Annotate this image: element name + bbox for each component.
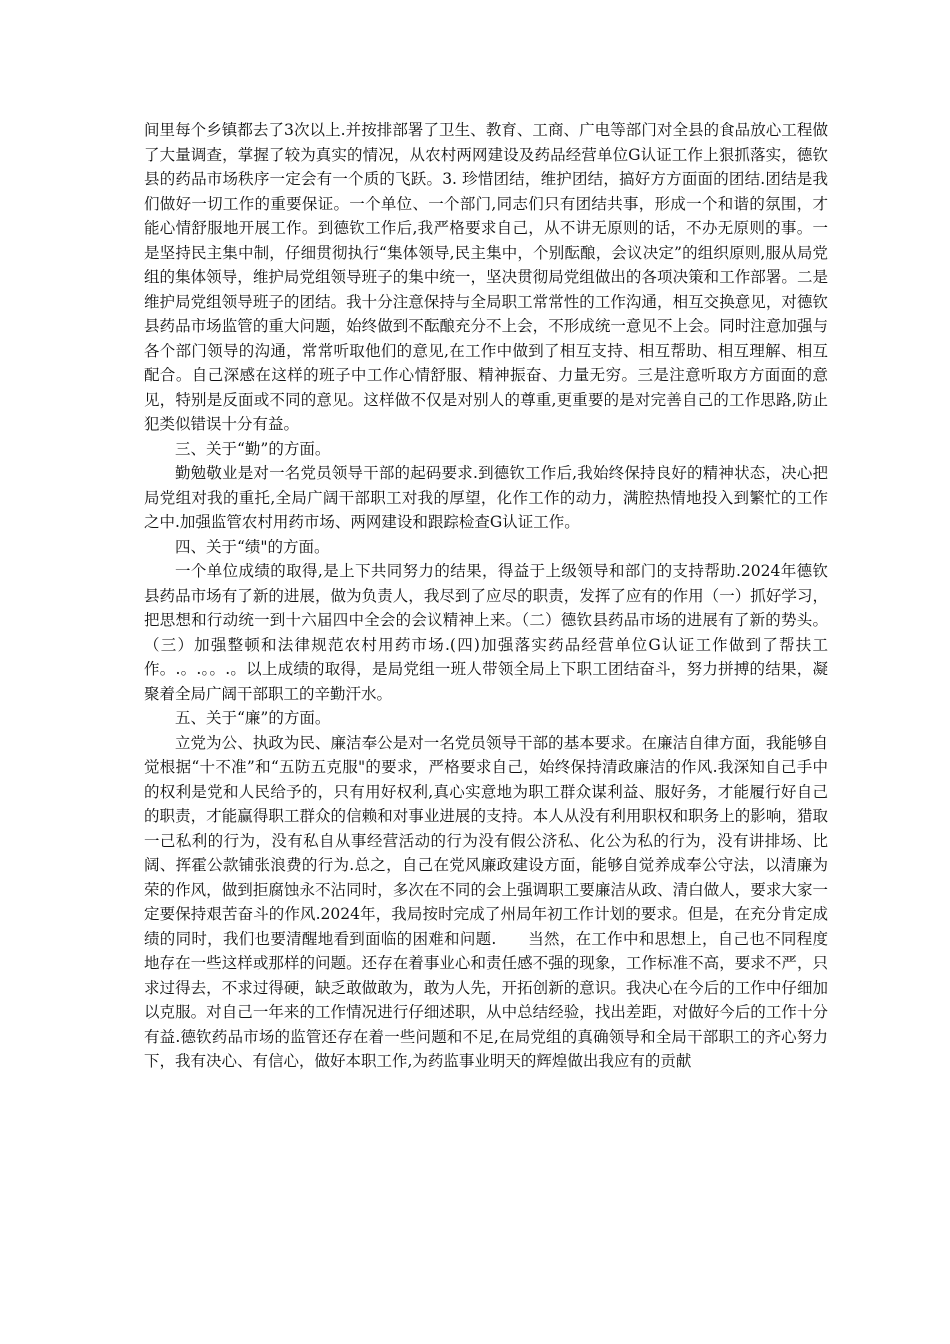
heading-achievements: 四、关于“绩"的方面。: [175, 537, 330, 556]
heading-integrity: 五、关于“廉”的方面。: [175, 709, 331, 727]
paragraph-integrity: 立党为公、执政为民、廉洁奉公是对一名党员领导干部的基本要求。在廉洁自律方面，我能够自觉根据“十不准”和“五防五克服"的要求，严格要求自己，始终保持清政廉洁的作风.我深知自己手中的权利是党和人民给予的，只有用好权利,真心实意地为职工群众谋利益、服好务，才能履行好自己的职责，才能赢得职工群众的信赖和对事业进展的支持。本人从没有利用职权和职务上的影响，猎取一己私利的行为，没有私自从事经营活动的行为没有假公济私、化公为私的行为，没有讲排场、比阔、挥霍公款铺张浪费的行为.总之，自己在党风廉政建设方面，能够自觉养成奉公守法，以清廉为荣的作风，做到拒腐蚀永不沾同时，多次在不同的会上强调职工要廉洁从政、清白做人，要求大家一定要保持艰苦奋斗的作风.2024年，我局按时完成了州局年初工作计划的要求。但是，在充分肯定成绩的同时，我们也要清醒地看到面临的困难和问题. 当然，在工作中和思想上，自己也不同程度地存在一些这样或那样的问题。还存在着事业心和责任感不强的现象，工作标准不高，要求不严，只求过得去，不求过得硬，缺乏敢做敢为，敢为人先，开拓创新的意识。我决心在今后的工作中仔细加以克服。对自己一年来的工作情况进行仔细述职，从中总结经验，找出差距，对做好今后的工作十分有益.德钦药品市场的监管还存在着一些问题和不足,在局党组的真确领导和全局干部职工的齐心努力下，我有决心、有信心，做好本职工作,为药监事业明天的辉煌做出我应有的贡献: [144, 733, 828, 1070]
paragraph-achievements: 一个单位成绩的取得,是上下共同努力的结果，得益于上级领导和部门的支持帮助.2024年德钦县药品市场有了新的进展，做为负责人，我尽到了应尽的职责，发挥了应有的作用（一）抓好学习，把思想和行动统一到十六届四中全会的会议精神上来。（二）德钦县药品市场的进展有了新的势头。（三）加强整顿和法律规范农村用药市场.(四)加强落实药品经营单位G认证工作做到了帮扶工作。.。.。。.。以上成绩的取得，是局党组一班人带领全局上下职工团结奋斗，努力拼搏的结果，凝聚着全局广阔干部职工的辛勤汗水。: [144, 562, 828, 703]
document-page: [144, 118, 828, 1074]
heading-diligence: 三、关于“勤”的方面。: [175, 439, 331, 458]
paragraph-diligence: 勤勉敬业是对一名党员领导干部的起码要求.到德钦工作后,我始终保持良好的精神状态，决心把局党组对我的重托,全局广阔干部职工对我的厚望，化作工作的动力，满腔热情地投入到繁忙的工作之中.加强监管农村用药市场、两网建设和跟踪检查G认证工作。: [144, 464, 828, 531]
paragraph-unity: 间里每个乡镇都去了3次以上.并按排部署了卫生、教育、工商、广电等部门对全县的食品放心工程做了大量调查，掌握了较为真实的情况，从农村两网建设及药品经营单位G认证工作上狠抓落实，德钦县的药品市场秩序一定会有一个质的飞跃。3. 珍惜团结，维护团结，搞好方方面面的团结.团结是我们做好一切工作的重要保证。一个单位、一个部门,同志们只有团结共事，形成一个和谐的氛围，才能心情舒服地开展工作。到德钦工作后,我严格要求自己，从不讲无原则的话，不办无原则的事。一是坚持民主集中制，仔细贯彻执行“集体领导,民主集中，个别酝酿，会议决定”的组织原则,服从局党组的集体领导，维护局党组领导班子的集中统一，坚决贯彻局党组做出的各项决策和工作部署。二是维护局党组领导班子的团结。我十分注意保持与全局职工常常性的工作沟通，相互交换意见，对德钦县药品市场监管的重大问题，始终做到不酝酿充分不上会，不形成统一意见不上会。同时注意加强与各个部门领导的沟通，常常听取他们的意见,在工作中做到了相互支持、相互帮助、相互理解、相互配合。自己深感在这样的班子中工作心情舒服、精神振奋、力量无穷。三是注意听取方方面面的意见，特别是反面或不同的意见。这样做不仅是对别人的尊重,更重要的是对完善自己的工作思路,防止犯类似错误十分有益。: [144, 121, 828, 433]
